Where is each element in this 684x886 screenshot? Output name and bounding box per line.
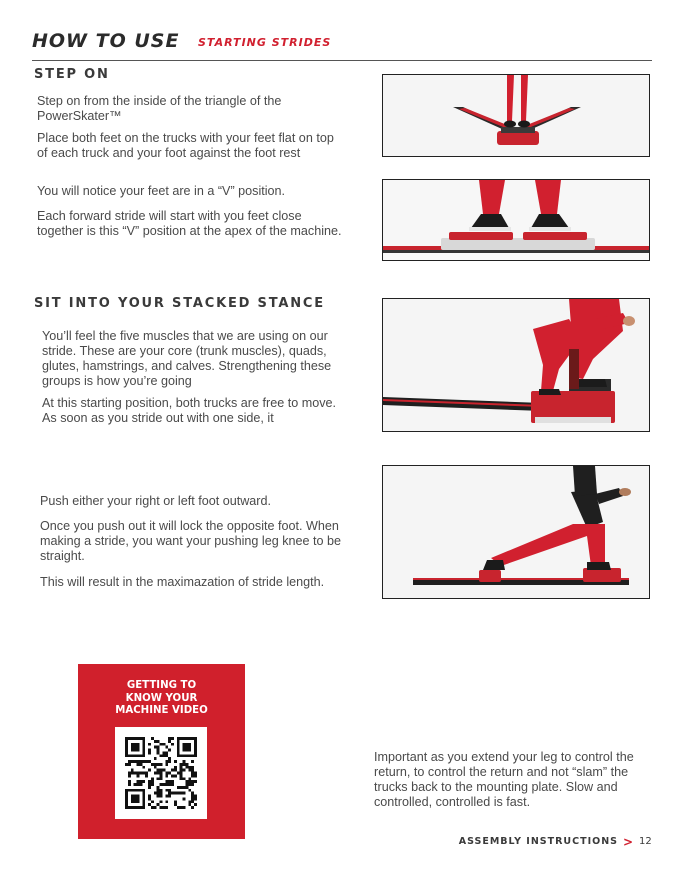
- header-divider: [32, 60, 652, 61]
- footer-label: ASSEMBLY INSTRUCTIONS: [458, 836, 618, 847]
- push-paragraph-3: This will result in the maximazation of stride length.: [40, 575, 325, 589]
- push-paragraph-2: Once you push out it will lock the opposite foot. When making a stride, you want your pushing leg knee to be straight.: [40, 519, 342, 563]
- page-number: 12: [639, 836, 652, 847]
- qr-code[interactable]: [115, 727, 207, 819]
- step-on-paragraph-3: You will notice your feet are in a “V” position.: [37, 184, 286, 198]
- video-callout-title: GETTING TO KNOW YOUR MACHINE VIDEO: [115, 680, 208, 716]
- page-subtitle: STARTING STRIDES: [198, 36, 332, 49]
- step-on-paragraph-4: Each forward stride will start with you feet close together is this “V” position at the apex of the machine.: [37, 209, 342, 238]
- photo-step-on-closeup: [382, 179, 650, 261]
- footer-arrow-icon: >: [623, 835, 634, 849]
- photo-stacked-stance: [382, 298, 650, 432]
- push-paragraph-1: Push either your right or left foot outward.: [40, 494, 272, 508]
- step-on-paragraph-2: Place both feet on the trucks with your feet flat on top of each truck and your foot against the foot rest: [37, 131, 334, 160]
- section-title-stacked-stance: SIT INTO YOUR STACKED STANCE: [34, 296, 325, 311]
- photo-stride-out: [382, 465, 650, 599]
- step-on-paragraph-1: Step on from the inside of the triangle of the PowerSkater™: [37, 94, 282, 123]
- page-header: [32, 28, 652, 64]
- important-note: Important as you extend your leg to control the return, to control the return and not “slam” the trucks back to the mounting plate. Slow and controlled, controlled is fast.: [374, 750, 634, 809]
- section-title-step-on: STEP ON: [34, 67, 110, 82]
- stance-paragraph-1: You’ll feel the five muscles that we are using on our stride. These are your core (trunk muscles), quads, glutes, hamstrings, and calves. Strengthening these groups is how you’re going: [42, 329, 332, 388]
- qr-code-icon: [125, 737, 197, 809]
- stance-paragraph-2: At this starting position, both trucks are free to move. As soon as you stride out with one side, it: [42, 396, 336, 425]
- photo-step-on-front: [382, 74, 650, 157]
- page-title: HOW TO USE: [32, 30, 180, 52]
- video-callout-box: [78, 664, 245, 839]
